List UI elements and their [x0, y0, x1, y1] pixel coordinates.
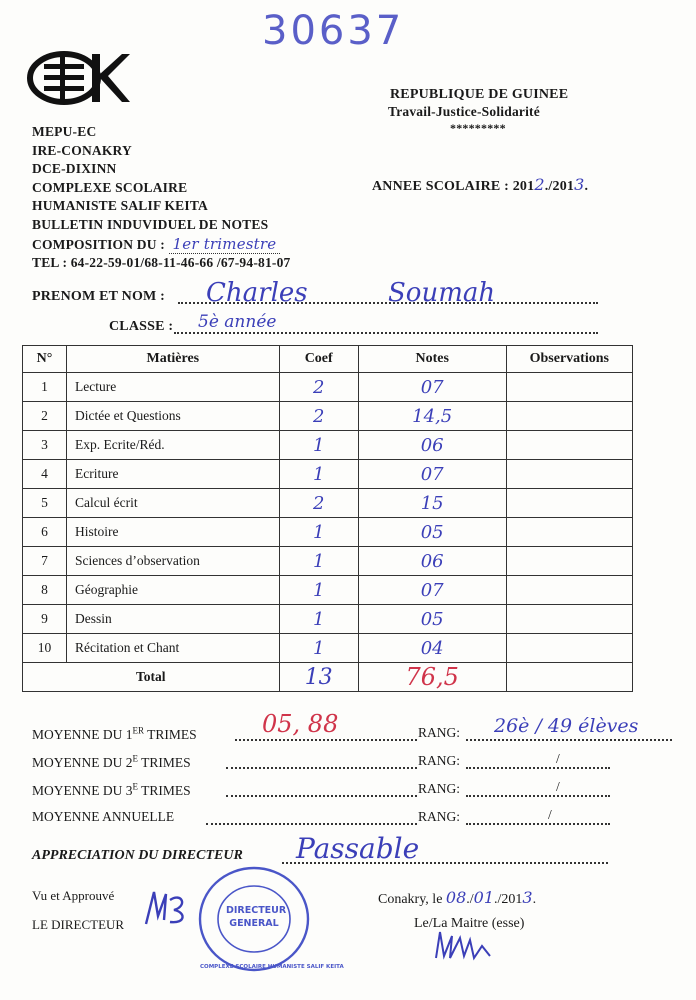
- header-line: MEPU-EC: [32, 124, 97, 139]
- student-last-name: Soumah: [388, 278, 496, 308]
- composition-line: [32, 235, 291, 255]
- row-number: 2: [23, 402, 67, 431]
- subject-note: 14,5: [358, 402, 506, 431]
- school-logo: [26, 44, 132, 110]
- subject-observation: [506, 634, 632, 663]
- date-year-pre: 201: [501, 892, 523, 907]
- subject-name: Histoire: [67, 518, 280, 547]
- school-year-label: ANNEE SCOLAIRE : 201: [372, 179, 535, 194]
- column-header: Observations: [506, 346, 632, 373]
- student-first-name: Charles: [206, 278, 308, 308]
- subject-coef: 1: [279, 634, 358, 663]
- le-directeur: LE DIRECTEUR: [32, 917, 125, 932]
- logo-graphic: [26, 44, 132, 110]
- subject-observation: [506, 576, 632, 605]
- date-line: Conakry, le 08./01./2013.: [378, 888, 537, 907]
- subject-name: Récitation et Chant: [67, 634, 280, 663]
- subject-name: Sciences d’observation: [67, 547, 280, 576]
- subject-name: Calcul écrit: [67, 489, 280, 518]
- table-row: [23, 489, 633, 518]
- signature-graphic: [430, 926, 500, 966]
- moyenne-label: MOYENNE ANNUELLE: [32, 809, 175, 824]
- school-year-mid: ./201: [544, 179, 575, 194]
- subject-note: 05: [358, 518, 506, 547]
- subject-note: 06: [358, 547, 506, 576]
- rang-slash-4: /: [548, 807, 552, 822]
- rang-label-2: RANG:: [418, 753, 461, 768]
- row-number: 7: [23, 547, 67, 576]
- rang-dots-3: [466, 795, 610, 797]
- republic-motto: Travail-Justice-Solidarité: [388, 104, 540, 119]
- moyenne-dots-4: [206, 823, 417, 825]
- subject-coef: 1: [279, 431, 358, 460]
- stamp-inner-text: DIRECTEUR GENERAL: [226, 905, 287, 929]
- subject-coef: 1: [279, 547, 358, 576]
- column-header: Matières: [67, 346, 280, 373]
- subject-observation: [506, 460, 632, 489]
- subject-note: 04: [358, 634, 506, 663]
- appreciation-value: Passable: [296, 832, 420, 865]
- school-year-end: .: [584, 179, 589, 194]
- moyenne-label: MOYENNE DU 1ER TRIMES: [32, 725, 197, 742]
- moyenne-dots-2: [226, 767, 417, 769]
- conakry-label: Conakry, le: [378, 892, 443, 907]
- moyenne-row-2: [32, 753, 191, 771]
- row-number: 10: [23, 634, 67, 663]
- subject-coef: 2: [279, 402, 358, 431]
- school-year-hand-2: 3: [574, 175, 585, 194]
- subject-note: 07: [358, 576, 506, 605]
- header-line: DCE-DIXINN: [32, 161, 117, 177]
- subject-name: Ecriture: [67, 460, 280, 489]
- moyenne-label: MOYENNE DU $2^E$ TRIMES: [32, 753, 191, 770]
- moyenne-dots-3: [226, 795, 417, 797]
- moyenne-label: MOYENNE DU $3^E$ TRIMES: [32, 781, 191, 798]
- subject-coef: 2: [279, 373, 358, 402]
- subject-name: Dessin: [67, 605, 280, 634]
- table-row: [23, 605, 633, 634]
- rang-slash-3: /: [556, 779, 560, 794]
- class-value: 5è année: [198, 312, 277, 332]
- row-number: 4: [23, 460, 67, 489]
- composition-label: COMPOSITION DU :: [32, 236, 165, 252]
- grades-table: [22, 345, 633, 692]
- date-year-hand: 3: [522, 888, 533, 907]
- row-number: 5: [23, 489, 67, 518]
- left-header: [32, 123, 291, 273]
- table-row: [23, 518, 633, 547]
- date-day: 08: [445, 888, 467, 907]
- table-row: [23, 576, 633, 605]
- header-line: IRE-CONAKRY: [32, 142, 132, 158]
- subject-note: 07: [358, 373, 506, 402]
- subject-observation: [506, 402, 632, 431]
- table-row: [23, 402, 633, 431]
- moyenne-value-1: 05, 88: [262, 710, 339, 738]
- vu-approuve: Vu et Approuvé: [32, 888, 115, 903]
- subject-note: 07: [358, 460, 506, 489]
- subject-name: Exp. Ecrite/Réd.: [67, 431, 280, 460]
- subject-name: Dictée et Questions: [67, 402, 280, 431]
- header-line: COMPLEXE SCOLAIRE: [32, 179, 188, 195]
- rang-dots-1: [466, 739, 672, 741]
- telephone-line: TEL : 64-22-59-01/68-11-46-66 /67-94-81-07: [32, 255, 291, 271]
- subject-coef: 1: [279, 576, 358, 605]
- subject-coef: 1: [279, 518, 358, 547]
- total-note: 76,5: [358, 663, 506, 692]
- date-month: 01: [473, 888, 495, 907]
- class-label: CLASSE :: [109, 319, 174, 334]
- school-year: [372, 176, 588, 197]
- subject-name: Lecture: [67, 373, 280, 402]
- composition-value: 1er trimestre: [169, 235, 281, 254]
- moyenne-row-4: [32, 809, 174, 825]
- total-coef: 13: [279, 663, 358, 692]
- total-row: [23, 663, 633, 692]
- rang-label-4: RANG:: [418, 809, 461, 824]
- header-line: BULLETIN INDUVIDUEL DE NOTES: [32, 216, 269, 232]
- table-row: [23, 373, 633, 402]
- moyenne-row-3: [32, 781, 191, 799]
- rang-value-1: 26è / 49 élèves: [494, 715, 639, 737]
- subject-note: 15: [358, 489, 506, 518]
- teacher-signature: [430, 926, 500, 971]
- column-header: N°: [23, 346, 67, 373]
- subject-note: 05: [358, 605, 506, 634]
- subject-coef: 1: [279, 605, 358, 634]
- signature-graphic: [140, 886, 196, 930]
- stamp-outer-text: COMPLEXE SCOLAIRE HUMANISTE SALIF KEITA: [200, 964, 344, 970]
- total-label: Total: [23, 663, 280, 692]
- row-number: 6: [23, 518, 67, 547]
- subject-observation: [506, 373, 632, 402]
- table-row: [23, 460, 633, 489]
- rang-slash-2: /: [556, 751, 560, 766]
- table-row: [23, 431, 633, 460]
- maitre-label: Le/La Maitre (esse): [414, 916, 525, 931]
- subject-observation: [506, 605, 632, 634]
- table-row: [23, 547, 633, 576]
- subject-name: Géographie: [67, 576, 280, 605]
- table-header-row: [23, 346, 633, 373]
- subject-observation: [506, 518, 632, 547]
- column-header: Coef: [279, 346, 358, 373]
- name-label: PRENOM ET NOM :: [32, 289, 166, 304]
- subject-note: 06: [358, 431, 506, 460]
- school-stamp: [196, 864, 344, 974]
- rang-label-3: RANG:: [418, 781, 461, 796]
- header-line: HUMANISTE SALIF KEITA: [32, 198, 208, 214]
- row-number: 3: [23, 431, 67, 460]
- subject-observation: [506, 547, 632, 576]
- rang-dots-4: [466, 823, 610, 825]
- motto-stars: *********: [450, 121, 506, 135]
- subject-observation: [506, 431, 632, 460]
- subject-observation: [506, 489, 632, 518]
- row-number: 8: [23, 576, 67, 605]
- appreciation-label: APPRECIATION DU DIRECTEUR: [32, 848, 243, 863]
- moyenne-dots-1: [235, 739, 417, 741]
- school-year-hand-1: 2: [534, 175, 545, 194]
- total-observation: [506, 663, 632, 692]
- row-number: 9: [23, 605, 67, 634]
- serial-number: 30637: [262, 8, 405, 54]
- rang-dots-2: [466, 767, 610, 769]
- class-dots: [174, 332, 598, 334]
- rang-label-1: RANG:: [418, 725, 461, 740]
- row-number: 1: [23, 373, 67, 402]
- subject-coef: 2: [279, 489, 358, 518]
- republic-title: REPUBLIQUE DE GUINEE: [390, 87, 569, 102]
- table-row: [23, 634, 633, 663]
- subject-coef: 1: [279, 460, 358, 489]
- director-signature: [140, 886, 196, 935]
- column-header: Notes: [358, 346, 506, 373]
